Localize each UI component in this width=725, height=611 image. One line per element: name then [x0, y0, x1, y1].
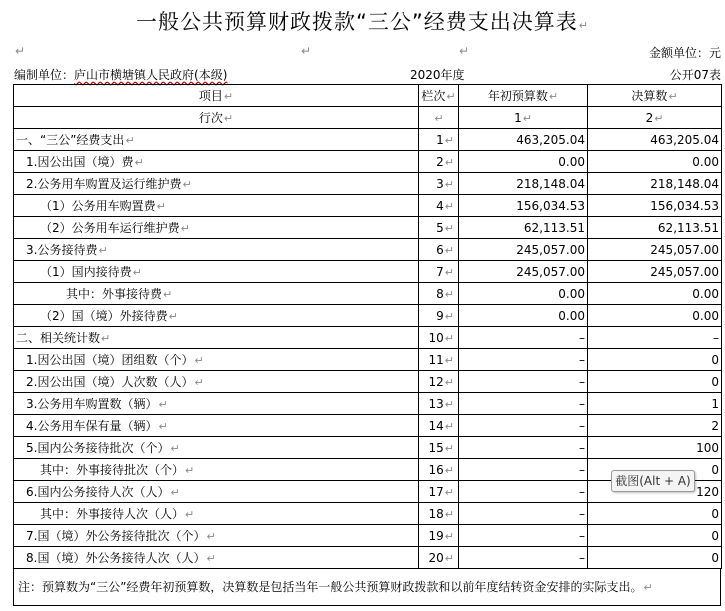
row-budget: 62,113.51 — [459, 217, 588, 239]
table-row — [14, 415, 722, 437]
row-budget: 463,205.04 — [459, 129, 588, 151]
row-budget: – — [459, 525, 588, 547]
row-actual: 218,148.04 — [588, 173, 722, 195]
row-budget: – — [459, 547, 588, 569]
row-name: 其中：外事接待批次（个）↵ — [14, 459, 419, 481]
row-actual: 0 — [588, 459, 722, 481]
row-actual: 0.00 — [588, 151, 722, 173]
row-actual: 120 — [588, 481, 722, 503]
table-subheader-row — [14, 107, 722, 129]
row-actual: 0.00 — [588, 305, 722, 327]
table-row — [14, 371, 722, 393]
screenshot-tooltip: 截图(Alt + A) — [611, 470, 695, 492]
header-item: 项目↵ — [14, 85, 419, 107]
row-actual: 0.00 — [588, 283, 722, 305]
row-actual: 245,057.00 — [588, 239, 722, 261]
row-name: 8.国（境）外公务接待人次（人）↵ — [14, 547, 419, 569]
table-row — [14, 503, 722, 525]
row-no: 9↵ — [419, 305, 459, 327]
row-name: 1.因公出国（境）费↵ — [14, 151, 419, 173]
table-header-row — [14, 85, 722, 107]
row-name: 1.因公出国（境）团组数（个）↵ — [14, 349, 419, 371]
row-name: 3.公务接待费↵ — [14, 239, 419, 261]
row-actual: 1 — [588, 393, 722, 415]
table-row — [14, 217, 722, 239]
row-actual: 0 — [588, 547, 722, 569]
row-actual: 0 — [588, 525, 722, 547]
table-row — [14, 283, 722, 305]
row-name: （2）国（境）外接待费↵ — [14, 305, 419, 327]
row-no: 5↵ — [419, 217, 459, 239]
row-actual: 0 — [588, 349, 722, 371]
footnote-text: 注：预算数为“三公”经费年初预算数，决算数是包括当年一般公共预算财政拨款和以前年度结转资金安排的实际支出。 — [18, 580, 643, 594]
row-no: 20↵ — [419, 547, 459, 569]
table-row — [14, 195, 722, 217]
row-name: 2.因公出国（境）人次数（人）↵ — [14, 371, 419, 393]
row-budget: 218,148.04 — [459, 173, 588, 195]
org-label: 编制单位： — [14, 68, 75, 82]
row-actual: 463,205.04 — [588, 129, 722, 151]
table-row — [14, 437, 722, 459]
unit-label: 金额单位：元 — [648, 46, 721, 60]
row-name: 其中：外事接待费↵ — [14, 283, 419, 305]
subheader-budget: 1↵ — [459, 107, 588, 129]
row-no: 11↵ — [419, 349, 459, 371]
row-no: 13↵ — [419, 393, 459, 415]
row-actual: 156,034.53 — [588, 195, 722, 217]
subheader-no: ↵ — [419, 107, 459, 129]
row-budget: – — [459, 327, 588, 349]
row-budget: – — [459, 437, 588, 459]
row-no: 17↵ — [419, 481, 459, 503]
row-name: 3.公务用车购置数（辆）↵ — [14, 393, 419, 415]
row-actual: 0 — [588, 371, 722, 393]
row-actual: 100 — [588, 437, 722, 459]
org-line — [14, 66, 227, 83]
table-row — [14, 173, 722, 195]
paragraph-mark-icon: ↵ — [459, 44, 470, 58]
row-no: 2↵ — [419, 151, 459, 173]
paragraph-mark-icon: ↵ — [301, 44, 312, 58]
row-actual: 245,057.00 — [588, 261, 722, 283]
paragraph-mark-icon: ↵ — [643, 581, 653, 594]
row-budget: – — [459, 349, 588, 371]
row-name: （1）公务用车购置费↵ — [14, 195, 419, 217]
table-row — [14, 239, 722, 261]
row-no: 14↵ — [419, 415, 459, 437]
header-budget: 年初预算数↵ — [459, 85, 588, 107]
doc-number: 公开07表 — [669, 68, 721, 82]
row-budget: – — [459, 393, 588, 415]
row-budget: – — [459, 415, 588, 437]
row-budget: 245,057.00 — [459, 261, 588, 283]
row-budget: – — [459, 371, 588, 393]
row-no: 12↵ — [419, 371, 459, 393]
row-budget: 0.00 — [459, 151, 588, 173]
row-no: 8↵ — [419, 283, 459, 305]
row-budget: 156,034.53 — [459, 195, 588, 217]
row-name: 其中：外事接待人次（人）↵ — [14, 503, 419, 525]
row-budget: 0.00 — [459, 283, 588, 305]
row-actual: – — [588, 327, 722, 349]
row-name: 二、相关统计数↵ — [14, 327, 419, 349]
row-budget: – — [459, 481, 588, 503]
row-no: 19↵ — [419, 525, 459, 547]
row-budget: – — [459, 503, 588, 525]
paragraph-mark-icon: ↵ — [15, 44, 26, 58]
row-budget: 245,057.00 — [459, 239, 588, 261]
row-no: 10↵ — [419, 327, 459, 349]
table-row — [14, 393, 722, 415]
row-no: 6↵ — [419, 239, 459, 261]
table-row — [14, 547, 722, 569]
row-actual: 0 — [588, 503, 722, 525]
subheader-item: 行次↵ — [14, 107, 419, 129]
table-row — [14, 129, 722, 151]
header-actual: 决算数↵ — [588, 85, 722, 107]
title-text: 一般公共预算财政拨款“三公”经费支出决算表 — [136, 10, 578, 34]
row-name: 4.公务用车保有量（辆）↵ — [14, 415, 419, 437]
row-name: 6.国内公务接待人次（人）↵ — [14, 481, 419, 503]
table-row — [14, 305, 722, 327]
footnote — [13, 568, 721, 606]
row-budget: – — [459, 459, 588, 481]
row-no: 1↵ — [419, 129, 459, 151]
row-no: 18↵ — [419, 503, 459, 525]
org-name: 庐山市横塘镇人民政府(本级) — [74, 68, 228, 82]
row-name: 5.国内公务接待批次（个）↵ — [14, 437, 419, 459]
row-no: 16↵ — [419, 459, 459, 481]
paragraph-mark-icon: ↵ — [578, 19, 589, 32]
page-title — [0, 6, 725, 36]
table-row — [14, 349, 722, 371]
row-name: 2.公务用车购置及运行维护费↵ — [14, 173, 419, 195]
row-name: 7.国（境）外公务接待批次（个）↵ — [14, 525, 419, 547]
row-no: 4↵ — [419, 195, 459, 217]
table-row — [14, 261, 722, 283]
expenditure-table — [13, 84, 722, 569]
subheader-actual: 2↵ — [588, 107, 722, 129]
table-row — [14, 525, 722, 547]
row-name: 一、“三公”经费支出↵ — [14, 129, 419, 151]
row-no: 3↵ — [419, 173, 459, 195]
header-col-no: 栏次↵ — [419, 85, 459, 107]
table-row — [14, 327, 722, 349]
row-name: （2）公务用车运行维护费↵ — [14, 217, 419, 239]
year-label: 2020年度 — [410, 68, 465, 82]
row-no: 15↵ — [419, 437, 459, 459]
row-actual: 62,113.51 — [588, 217, 722, 239]
row-budget: 0.00 — [459, 305, 588, 327]
row-name: （1）国内接待费↵ — [14, 261, 419, 283]
row-actual: 2 — [588, 415, 722, 437]
row-no: 7↵ — [419, 261, 459, 283]
table-row — [14, 151, 722, 173]
